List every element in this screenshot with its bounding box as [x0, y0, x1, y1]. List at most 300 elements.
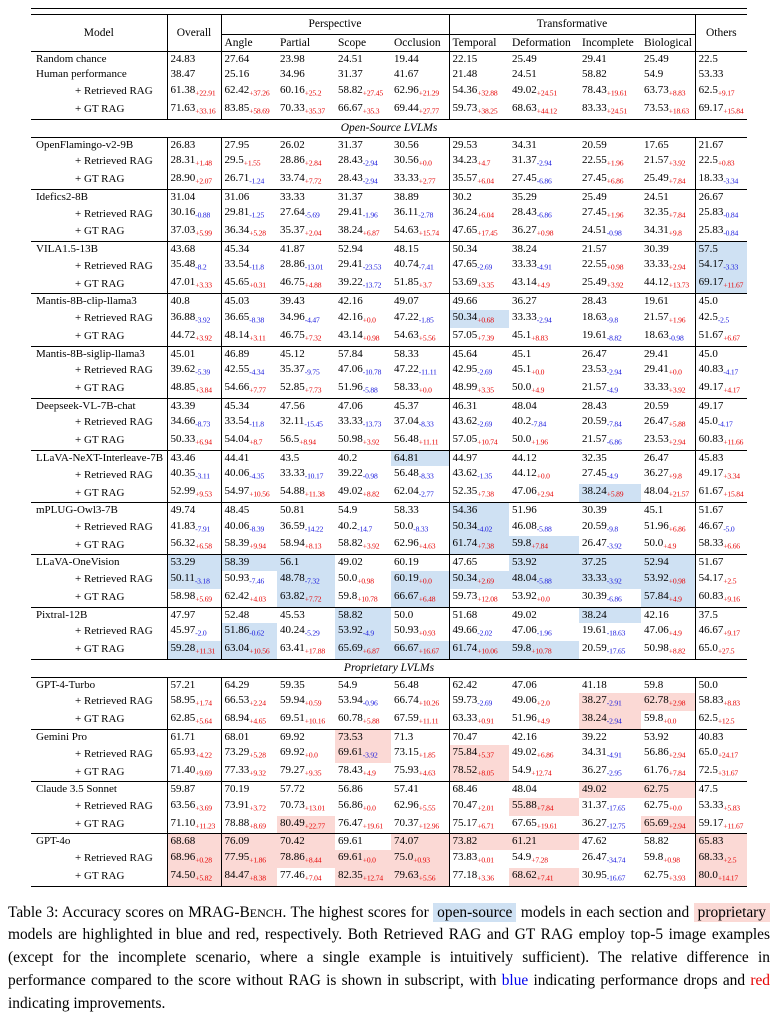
- score-cell: [221, 380, 277, 398]
- score-cell: [509, 503, 579, 519]
- score-cell: [277, 503, 335, 519]
- score-diff: +1.96: [531, 437, 548, 447]
- score-diff: +5.99: [195, 228, 212, 238]
- rag-variant-label: + GT RAG: [75, 817, 125, 830]
- score-value: 53.92: [512, 589, 537, 602]
- score-value: 50.0: [512, 433, 532, 446]
- score-value: 62.75: [644, 868, 669, 881]
- score-diff: +10.74: [477, 437, 498, 447]
- score-value: 54.9: [644, 68, 664, 81]
- score-cell: [579, 693, 641, 711]
- score-cell: [641, 503, 695, 519]
- score-cell: [277, 362, 335, 380]
- score-diff: +0.83: [717, 158, 735, 168]
- score-cell: [579, 257, 641, 275]
- score-cell: [579, 730, 641, 746]
- rag-variant-label: + Retrieved RAG: [75, 85, 153, 98]
- score-value: 69.17: [698, 276, 724, 289]
- score-value: 69.61: [338, 746, 363, 759]
- table-row: [31, 484, 747, 502]
- score-value: 21.48: [452, 68, 478, 81]
- score-diff: +19.61: [362, 821, 383, 831]
- score-value: 45.97: [170, 624, 196, 636]
- score-value: 70.33: [280, 101, 305, 114]
- score-cell: [449, 275, 509, 293]
- score-value: 19.61: [582, 328, 607, 341]
- score-cell: [277, 52, 335, 68]
- rag-variant-label: + Retrieved RAG: [75, 468, 153, 481]
- col-header-incomplete: Incomplete: [582, 37, 634, 49]
- score-value: 67.65: [512, 816, 537, 829]
- score-cell: [277, 275, 335, 293]
- score-diff: -2.94: [362, 176, 378, 186]
- score-value: 65.0: [698, 641, 718, 654]
- score-cell: [391, 223, 449, 241]
- score-cell: [167, 571, 221, 589]
- score-value: 59.8: [338, 589, 358, 602]
- score-cell: [509, 730, 579, 746]
- score-cell: [167, 503, 221, 519]
- score-cell: [641, 816, 695, 834]
- col-group-header: Transformative: [449, 15, 695, 35]
- score-diff: +8.83: [723, 698, 740, 708]
- score-cell: [695, 189, 747, 205]
- rag-variant-label: + Retrieved RAG: [75, 259, 153, 272]
- score-cell: [641, 171, 695, 189]
- score-cell: [221, 153, 277, 171]
- score-cell: [221, 798, 277, 816]
- score-diff: +2.94: [668, 262, 686, 272]
- score-diff: +24.51: [536, 88, 557, 98]
- score-cell: [391, 571, 449, 589]
- score-cell: [579, 414, 641, 432]
- table-row: [31, 294, 747, 310]
- score-value: 54.63: [394, 328, 419, 341]
- score-cell: [277, 484, 335, 502]
- score-cell: [221, 52, 277, 68]
- model-name: GPT-4o: [31, 834, 167, 850]
- score-value: 79.27: [280, 764, 305, 777]
- score-value: 78.43: [338, 764, 363, 777]
- score-diff: +9.53: [195, 489, 212, 499]
- score-diff: +6.87: [362, 646, 380, 656]
- score-cell: [391, 67, 449, 82]
- score-cell: [335, 503, 391, 519]
- score-value: 38.24: [582, 485, 607, 498]
- score-value: 77.18: [452, 868, 478, 881]
- score-cell: [695, 398, 747, 414]
- score-value: 50.0: [394, 519, 414, 532]
- score-cell: [695, 414, 747, 432]
- score-value: 47.65: [452, 556, 478, 569]
- score-cell: [449, 641, 509, 659]
- score-cell: [579, 677, 641, 693]
- score-cell: [695, 745, 747, 763]
- score-diff: -0.96: [362, 698, 378, 708]
- score-diff: +21.29: [418, 88, 439, 98]
- model-name: Random chance: [36, 53, 107, 65]
- score-diff: +3.69: [195, 803, 212, 813]
- score-value: 49.02: [338, 556, 363, 569]
- table-row: [31, 432, 747, 450]
- score-value: 50.98: [644, 641, 669, 654]
- score-cell: [167, 380, 221, 398]
- score-cell: [449, 555, 509, 571]
- score-diff: +6.86: [536, 750, 554, 760]
- score-cell: [167, 83, 221, 101]
- score-cell: [277, 137, 335, 153]
- score-cell: [449, 328, 509, 346]
- score-value: 22.15: [452, 53, 478, 65]
- score-cell: [449, 189, 509, 205]
- score-value: 41.83: [170, 519, 196, 532]
- score-diff: +3.92: [362, 437, 380, 447]
- score-value: 63.33: [452, 712, 478, 725]
- score-cell: [335, 398, 391, 414]
- score-diff: +5.28: [249, 228, 266, 238]
- score-value: 53.69: [452, 276, 478, 289]
- score-diff: +27.45: [362, 88, 383, 98]
- rag-variant-label: + GT RAG: [75, 643, 125, 656]
- score-value: 40.2: [338, 519, 358, 532]
- score-value: 48.04: [512, 783, 537, 796]
- score-value: 53.94: [338, 694, 363, 707]
- score-value: 49.17: [698, 399, 724, 412]
- score-value: 25.49: [582, 190, 607, 203]
- score-diff: -17.65: [606, 646, 626, 656]
- score-diff: -9.8: [606, 315, 618, 325]
- score-value: 29.41: [338, 258, 363, 271]
- score-cell: [579, 798, 641, 816]
- score-value: 47.22: [394, 362, 419, 375]
- score-diff: +0.0: [362, 803, 376, 813]
- score-cell: [167, 153, 221, 171]
- score-diff: +13.01: [304, 803, 325, 813]
- score-cell: [449, 83, 509, 101]
- score-cell: [695, 711, 747, 729]
- score-cell: [509, 466, 579, 484]
- score-cell: [221, 536, 277, 554]
- score-cell: [695, 346, 747, 362]
- score-value: 58.94: [280, 537, 305, 550]
- score-value: 53.92: [512, 556, 537, 569]
- score-cell: [335, 242, 391, 258]
- score-cell: [391, 398, 449, 414]
- table-row: [31, 623, 747, 641]
- score-diff: -2.69: [477, 419, 493, 429]
- score-diff: +3.11: [249, 333, 266, 343]
- score-cell: [335, 67, 391, 82]
- score-cell: [695, 816, 747, 834]
- score-value: 54.36: [452, 83, 478, 96]
- score-value: 34.31: [582, 746, 607, 759]
- score-value: 58.82: [644, 835, 669, 848]
- score-diff: -5.29: [304, 628, 320, 638]
- score-value: 26.47: [582, 850, 607, 863]
- score-diff: +2.94: [536, 489, 554, 499]
- score-value: 48.45: [224, 504, 250, 517]
- score-cell: [277, 555, 335, 571]
- score-cell: [509, 346, 579, 362]
- score-cell: [579, 67, 641, 82]
- score-value: 26.47: [644, 415, 669, 428]
- score-diff: +24.17: [717, 750, 738, 760]
- rag-variant-label: + Retrieved RAG: [75, 416, 153, 429]
- score-value: 50.93: [224, 571, 250, 584]
- score-diff: +0.0: [668, 367, 682, 377]
- score-diff: +0.0: [362, 315, 376, 325]
- score-value: 33.33: [280, 190, 305, 203]
- score-value: 45.1: [512, 347, 532, 360]
- score-diff: +10.26: [418, 698, 439, 708]
- score-diff: +4.17: [723, 385, 740, 395]
- score-value: 45.03: [224, 295, 250, 308]
- score-cell: [391, 798, 449, 816]
- score-diff: +3.34: [723, 471, 740, 481]
- score-value: 30.56: [394, 138, 419, 151]
- score-value: 27.45: [512, 171, 537, 184]
- score-value: 28.90: [170, 171, 196, 184]
- score-cell: [449, 294, 509, 310]
- score-value: 52.48: [224, 608, 250, 621]
- score-value: 47.06: [338, 399, 363, 412]
- score-value: 48.99: [452, 380, 478, 393]
- score-cell: [509, 607, 579, 623]
- score-cell: [579, 101, 641, 119]
- score-diff: +0.0: [418, 158, 432, 168]
- score-cell: [277, 328, 335, 346]
- score-value: 35.48: [170, 258, 196, 271]
- score-value: 30.2: [452, 190, 472, 203]
- section-header: [31, 659, 747, 677]
- score-diff: +4.9: [362, 768, 376, 778]
- score-cell: [509, 555, 579, 571]
- col-header-others: Others: [695, 15, 747, 52]
- score-value: 46.75: [280, 328, 305, 341]
- score-cell: [221, 432, 277, 450]
- score-value: 69.51: [280, 712, 305, 725]
- score-cell: [391, 623, 449, 641]
- score-cell: [641, 484, 695, 502]
- score-value: 39.22: [582, 731, 607, 744]
- score-cell: [167, 536, 221, 554]
- score-cell: [641, 641, 695, 659]
- score-value: 59.73: [452, 694, 478, 707]
- score-diff: -4.91: [536, 262, 552, 272]
- score-diff: +0.91: [477, 716, 494, 726]
- score-cell: [335, 450, 391, 466]
- score-value: 56.48: [394, 467, 419, 480]
- score-cell: [509, 834, 579, 850]
- score-value: 26.67: [698, 190, 724, 203]
- score-value: 33.33: [644, 258, 669, 271]
- score-cell: [695, 571, 747, 589]
- score-cell: [335, 83, 391, 101]
- score-diff: +3.36: [477, 873, 494, 883]
- score-cell: [167, 519, 221, 537]
- score-value: 45.0: [698, 415, 718, 428]
- score-cell: [695, 503, 747, 519]
- score-diff: +6.48: [418, 594, 436, 604]
- score-diff: +6.04: [477, 176, 494, 186]
- score-value: 68.63: [512, 101, 537, 114]
- score-value: 36.65: [224, 310, 250, 323]
- score-value: 70.37: [394, 816, 419, 829]
- score-diff: +8.44: [304, 855, 322, 865]
- rag-variant-label: + Retrieved RAG: [75, 520, 153, 533]
- score-diff: +11.67: [723, 821, 744, 831]
- score-cell: [509, 519, 579, 537]
- model-name: VILA1.5-13B: [31, 242, 167, 258]
- score-diff: +7.41: [536, 873, 554, 883]
- score-cell: [509, 589, 579, 607]
- score-cell: [695, 466, 747, 484]
- score-value: 60.78: [338, 712, 363, 725]
- score-diff: +4.88: [304, 280, 322, 290]
- score-diff: -16.67: [606, 873, 626, 883]
- score-cell: [449, 450, 509, 466]
- score-cell: [167, 328, 221, 346]
- score-diff: +0.98: [663, 855, 680, 865]
- score-diff: +8.05: [477, 768, 494, 778]
- score-diff: -5.0: [723, 524, 735, 534]
- score-diff: +12.5: [717, 716, 735, 726]
- rag-variant-label: + Retrieved RAG: [75, 625, 153, 638]
- table-row: [31, 137, 747, 153]
- score-cell: [391, 153, 449, 171]
- score-cell: [449, 153, 509, 171]
- score-value: 58.98: [170, 589, 196, 602]
- table-row: [31, 101, 747, 119]
- score-cell: [695, 242, 747, 258]
- score-value: 21.57: [582, 433, 607, 446]
- score-diff: +0.0: [304, 750, 318, 760]
- score-value: 31.37: [338, 190, 363, 203]
- score-value: 54.17: [698, 571, 724, 584]
- score-cell: [335, 711, 391, 729]
- score-value: 52.99: [170, 485, 196, 498]
- caption-segment: . The highest scores for: [282, 903, 434, 921]
- score-cell: [221, 257, 277, 275]
- table-row: [31, 641, 747, 659]
- score-cell: [449, 484, 509, 502]
- score-value: 51.67: [698, 504, 724, 517]
- score-diff: -9.8: [606, 524, 618, 534]
- score-value: 33.33: [512, 258, 537, 271]
- col-group-header: Perspective: [221, 15, 449, 35]
- score-diff: +6.67: [723, 333, 740, 343]
- score-cell: [449, 101, 509, 119]
- score-cell: [391, 242, 449, 258]
- score-cell: [641, 294, 695, 310]
- score-cell: [449, 346, 509, 362]
- score-value: 30.39: [582, 589, 607, 602]
- score-value: 40.24: [280, 624, 305, 636]
- score-cell: [449, 310, 509, 328]
- score-value: 45.65: [224, 276, 250, 289]
- score-cell: [167, 850, 221, 868]
- score-value: 51.67: [698, 556, 724, 569]
- score-value: 46.75: [280, 276, 305, 289]
- score-value: 77.33: [224, 764, 250, 777]
- score-value: 71.10: [170, 816, 196, 829]
- table-row: [31, 257, 747, 275]
- score-value: 46.67: [698, 519, 724, 532]
- score-diff: -12.75: [606, 821, 626, 831]
- score-diff: -8.33: [418, 419, 434, 429]
- score-diff: +27.5: [717, 646, 735, 656]
- score-diff: -4.9: [362, 628, 374, 638]
- score-cell: [641, 834, 695, 850]
- score-cell: [221, 503, 277, 519]
- score-value: 59.87: [170, 783, 196, 796]
- table-row: [31, 536, 747, 554]
- score-value: 41.67: [394, 68, 419, 81]
- score-diff: +3.92: [606, 280, 624, 290]
- table-row: [31, 398, 747, 414]
- score-value: 60.83: [698, 589, 724, 602]
- score-cell: [579, 398, 641, 414]
- score-value: 62.42: [452, 678, 478, 691]
- score-cell: [277, 414, 335, 432]
- caption-segment: blue: [501, 971, 529, 989]
- score-diff: +14.17: [717, 873, 738, 883]
- rag-variant-label: + Retrieved RAG: [75, 573, 153, 586]
- table-row: [31, 362, 747, 380]
- score-cell: [167, 677, 221, 693]
- score-diff: +10.16: [304, 716, 325, 726]
- score-cell: [579, 432, 641, 450]
- score-value: 36.27: [512, 295, 537, 308]
- score-value: 63.04: [224, 641, 250, 654]
- score-diff: -4.17: [723, 367, 739, 377]
- score-cell: [167, 450, 221, 466]
- score-value: 25.49: [644, 171, 669, 184]
- score-value: 18.63: [644, 328, 669, 341]
- score-value: 43.46: [170, 451, 196, 464]
- score-cell: [221, 677, 277, 693]
- score-value: 68.94: [224, 712, 250, 725]
- score-value: 36.88: [170, 310, 196, 323]
- score-cell: [277, 834, 335, 850]
- table-row: [31, 67, 747, 82]
- score-value: 47.06: [512, 485, 537, 498]
- score-value: 27.64: [224, 53, 250, 65]
- score-value: 74.07: [394, 835, 419, 848]
- score-cell: [449, 623, 509, 641]
- score-cell: [641, 101, 695, 119]
- score-value: 27.95: [224, 138, 250, 151]
- score-value: 83.85: [224, 101, 250, 114]
- score-value: 69.92: [280, 731, 305, 744]
- score-value: 61.74: [452, 537, 478, 550]
- score-diff: -1.85: [418, 315, 434, 325]
- score-value: 59.8: [512, 641, 532, 654]
- rag-variant-label: + GT RAG: [75, 870, 125, 883]
- score-cell: [449, 763, 509, 781]
- score-diff: +15.74: [418, 228, 439, 238]
- score-cell: [579, 519, 641, 537]
- score-diff: +44.12: [536, 106, 557, 116]
- score-value: 37.5: [698, 608, 718, 621]
- score-diff: +11.23: [195, 821, 216, 831]
- score-diff: +0.28: [195, 855, 212, 865]
- score-value: 33.74: [280, 171, 305, 184]
- score-value: 40.2: [338, 451, 358, 464]
- score-cell: [221, 223, 277, 241]
- score-diff: +7.84: [668, 210, 686, 220]
- caption-segment: red: [750, 971, 770, 989]
